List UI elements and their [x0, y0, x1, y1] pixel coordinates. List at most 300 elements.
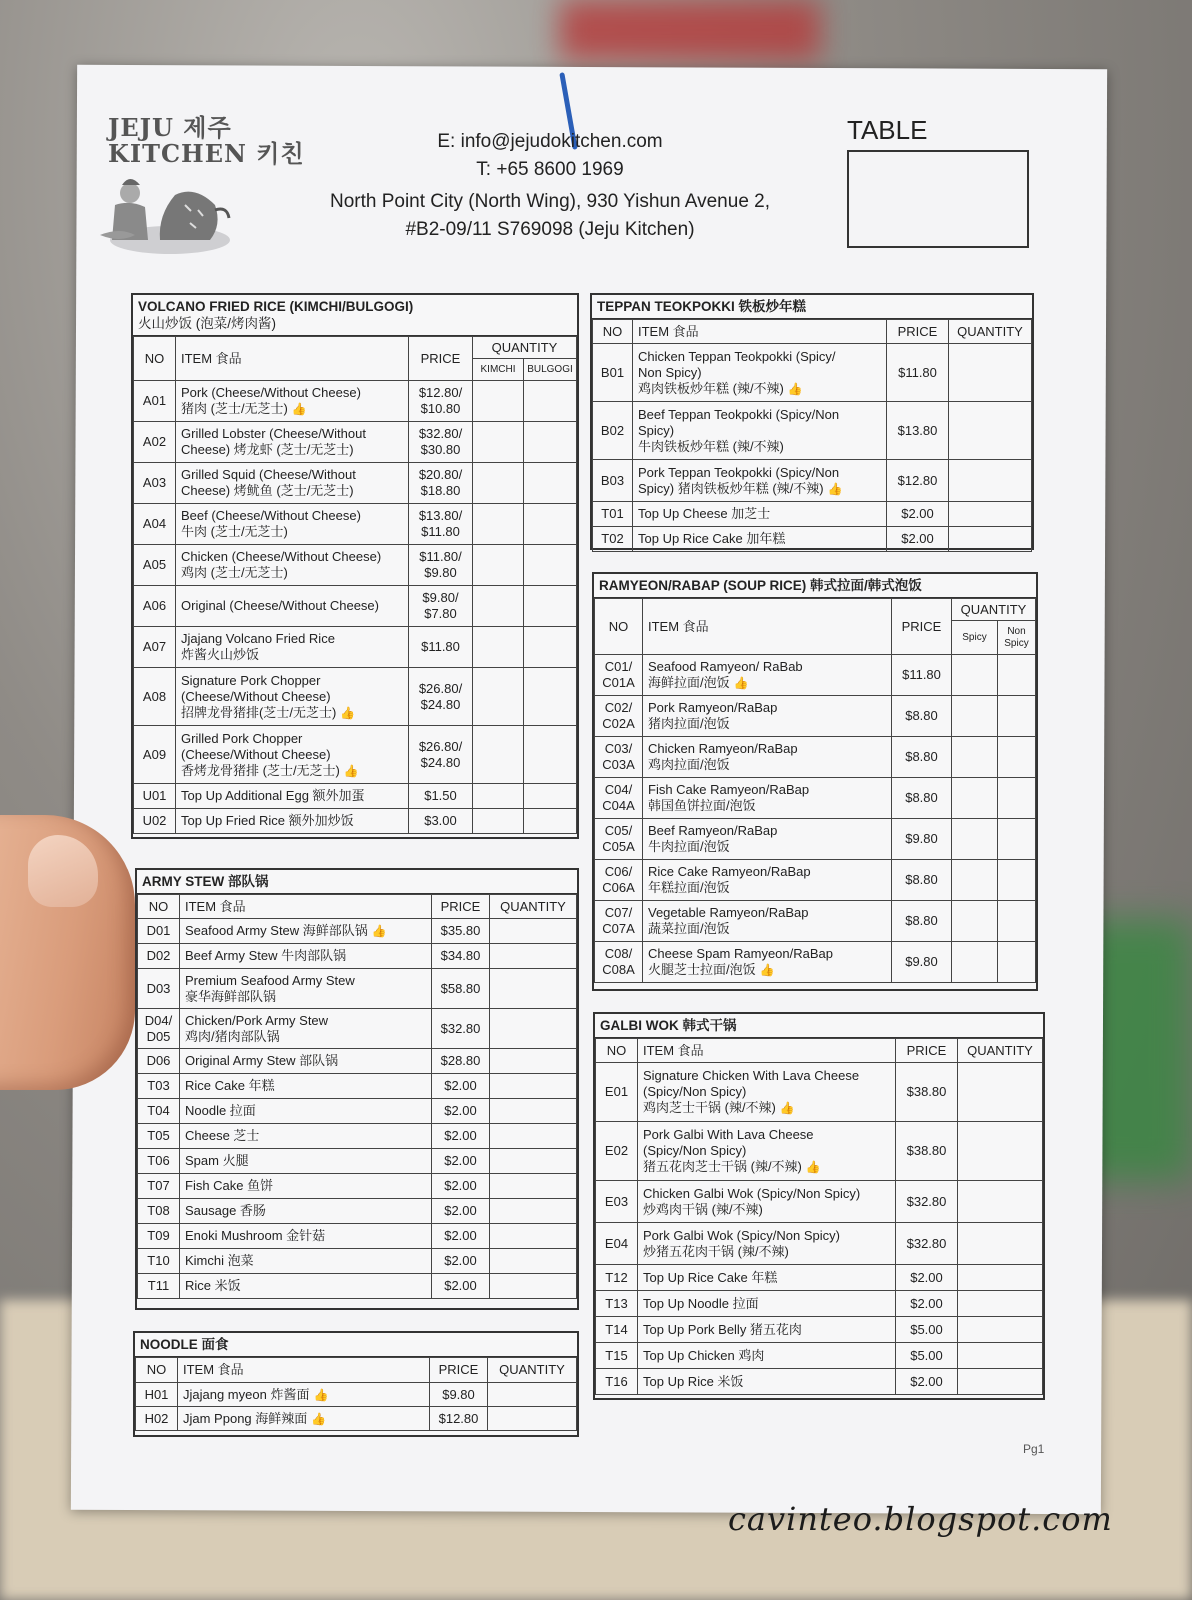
item-line: [185, 1029, 426, 1045]
price-value: $38.80: [906, 1143, 947, 1158]
price-value: $12.80/: [418, 385, 463, 400]
table-row: [134, 627, 577, 668]
price-value: $2.00: [444, 1103, 477, 1118]
item-price: [896, 1291, 958, 1317]
table-row: [134, 586, 577, 627]
price-value: $20.80/: [418, 467, 463, 482]
item-price: [432, 919, 490, 944]
quantity-cell[interactable]: [998, 655, 1036, 696]
quantity-cell[interactable]: [473, 809, 524, 834]
price-value: $13.80: [897, 422, 938, 438]
item-number: A04: [134, 504, 176, 545]
item-text: (Cheese/Without Cheese): [181, 746, 331, 762]
price-value: $2.00: [910, 1373, 943, 1389]
logo-line-1: JEJU 제주: [108, 113, 232, 142]
item-text: Jjajang myeon 炸酱面: [183, 1386, 310, 1402]
col-price: PRICE: [430, 1358, 488, 1383]
item-name: [643, 655, 892, 696]
item-name: [633, 344, 887, 402]
item-text: Chicken Teppan Teokpokki (Spicy/: [638, 348, 836, 364]
item-text: 炒猪五花肉干锅 (辣/不辣): [643, 1243, 789, 1259]
item-number: T11: [138, 1274, 180, 1299]
item-text: Non Spicy): [638, 364, 702, 380]
item-line: [181, 385, 403, 401]
quantity-cell[interactable]: [958, 1343, 1043, 1369]
item-text: Top Up Rice Cake 年糕: [643, 1269, 778, 1285]
quantity-cell[interactable]: [473, 784, 524, 809]
item-name: [643, 696, 892, 737]
thumbs-up-icon: 👍: [343, 763, 359, 778]
item-price: [896, 1063, 958, 1122]
item-price: [409, 381, 473, 422]
col-quantity: QUANTITY: [949, 320, 1032, 344]
quantity-cell[interactable]: [952, 819, 998, 860]
price-value: $2.00: [901, 531, 934, 546]
item-price: [887, 402, 949, 460]
quantity-cell[interactable]: [998, 942, 1036, 983]
price-value-alt: $24.80: [420, 696, 461, 712]
quantity-cell[interactable]: [524, 422, 577, 463]
thumbs-up-icon: 👍: [759, 963, 775, 977]
item-line: [643, 1374, 890, 1390]
quantity-cell[interactable]: [473, 726, 524, 784]
item-number: T10: [138, 1249, 180, 1274]
item-text: Sausage 香肠: [185, 1203, 266, 1218]
item-line: [643, 1159, 890, 1175]
price-value: $2.00: [444, 1178, 477, 1193]
price-value-alt: $7.80: [424, 606, 457, 621]
price-value: $2.00: [901, 506, 934, 521]
phone: T: +65 8600 1969: [476, 159, 624, 180]
item-name: [176, 668, 409, 726]
quantity-cell[interactable]: [952, 778, 998, 819]
item-name: [643, 737, 892, 778]
quantity-cell[interactable]: [958, 1063, 1043, 1122]
quantity-cell[interactable]: [952, 737, 998, 778]
table-row: [134, 809, 577, 834]
item-text: Beef Ramyeon/RaBap: [648, 823, 778, 838]
item-text: Grilled Pork Chopper: [181, 730, 303, 746]
item-line: [638, 439, 881, 455]
quantity-cell[interactable]: [949, 460, 1032, 502]
item-line: [185, 1013, 426, 1029]
item-name: [176, 504, 409, 545]
section-title: VOLCANO FRIED RICE (KIMCHI/BULGOGI) 火山炒饭 (泡菜/烤肉酱): [133, 295, 577, 336]
item-price: [409, 545, 473, 586]
item-price: [409, 784, 473, 809]
table-row: [595, 901, 1036, 942]
item-price: [409, 463, 473, 504]
price-value: $2.00: [444, 1128, 477, 1143]
quantity-cell[interactable]: [524, 381, 577, 422]
quantity-cell[interactable]: [490, 969, 577, 1009]
item-number: C04/ C04A: [595, 778, 643, 819]
item-line: [181, 508, 403, 524]
price-value: $8.80: [905, 790, 938, 805]
item-number: T04: [138, 1099, 180, 1124]
quantity-cell[interactable]: [949, 344, 1032, 402]
quantity-cell[interactable]: [473, 545, 524, 586]
section-title: ARMY STEW 部队锅: [137, 870, 577, 894]
quantity-cell[interactable]: [958, 1369, 1043, 1395]
item-line: [185, 1228, 426, 1244]
quantity-cell[interactable]: [473, 627, 524, 668]
item-number: A07: [134, 627, 176, 668]
price-value: $26.80/: [418, 738, 463, 754]
item-text: Cheese) 烤鱿鱼 (芝士/无芝士): [181, 483, 354, 498]
quantity-cell[interactable]: [524, 726, 577, 784]
price-value: $11.80: [902, 667, 941, 682]
item-line: [638, 506, 881, 522]
quantity-cell[interactable]: [490, 1149, 577, 1174]
price-value: $28.80: [440, 1053, 481, 1068]
item-number: T07: [138, 1174, 180, 1199]
item-price: [432, 1009, 490, 1049]
item-line: [638, 381, 881, 397]
item-price: [887, 460, 949, 502]
item-text: 牛肉拉面/泡饭: [648, 839, 730, 854]
table-row: [134, 668, 577, 726]
quantity-cell[interactable]: [952, 942, 998, 983]
item-line: [181, 483, 403, 499]
page-number: Pg1: [1023, 1442, 1045, 1456]
col-item: ITEM 食品: [633, 320, 887, 344]
item-line: [648, 946, 886, 962]
table-row: [593, 402, 1032, 460]
quantity-cell[interactable]: [490, 1199, 577, 1224]
table-row: [134, 463, 577, 504]
item-text: (Spicy/Non Spicy): [643, 1143, 747, 1158]
item-line: [643, 1202, 890, 1218]
quantity-cell[interactable]: [488, 1383, 577, 1407]
table-row: [138, 1249, 577, 1274]
address-line-2: #B2-09/11 S769098 (Jeju Kitchen): [405, 219, 695, 240]
price-value-alt: $10.80: [420, 401, 461, 416]
quantity-cell[interactable]: [952, 901, 998, 942]
holding-hand: [0, 815, 135, 1090]
section-volcano-fried-rice: [131, 293, 579, 839]
item-price: [896, 1122, 958, 1181]
thumbs-up-icon: 👍: [779, 1101, 795, 1115]
item-number: T03: [138, 1074, 180, 1099]
item-price: [896, 1223, 958, 1265]
item-line: [185, 1103, 426, 1119]
price-value: $2.00: [444, 1278, 477, 1293]
thumbs-up-icon: 👍: [340, 705, 356, 720]
item-text: 香烤龙骨猪排 (芝士/无芝士): [181, 762, 340, 778]
table-row: [596, 1223, 1043, 1265]
item-text: Cheese) 烤龙虾 (芝士/无芝士): [181, 442, 354, 457]
noodle-table: [135, 1357, 577, 1431]
item-line: [643, 1296, 890, 1312]
quantity-cell[interactable]: [524, 545, 577, 586]
table-row: [134, 545, 577, 586]
quantity-cell[interactable]: [473, 381, 524, 422]
item-number: D03: [138, 969, 180, 1009]
item-price: [430, 1407, 488, 1431]
table-row: [593, 344, 1032, 402]
item-text: 猪肉 (芝士/无芝士): [181, 401, 288, 416]
item-text: 鸡肉拉面/泡饭: [648, 757, 730, 772]
item-text: 蔬菜拉面/泡饭: [648, 921, 730, 936]
item-name: [178, 1383, 430, 1407]
price-value: $32.80: [906, 1193, 947, 1209]
quantity-cell[interactable]: [524, 668, 577, 726]
item-price: [432, 1174, 490, 1199]
item-line: [181, 747, 403, 763]
quantity-cell[interactable]: [952, 860, 998, 901]
quantity-cell[interactable]: [490, 1124, 577, 1149]
item-line: [185, 1153, 426, 1169]
quantity-cell[interactable]: [524, 586, 577, 627]
ramyeon-table: [594, 598, 1036, 983]
item-line: [181, 788, 403, 804]
table-number-box[interactable]: [847, 150, 1029, 248]
thumbs-up-icon: 👍: [733, 676, 749, 690]
price-value: $2.00: [444, 1078, 477, 1093]
quantity-cell[interactable]: [958, 1317, 1043, 1343]
item-name: [638, 1317, 896, 1343]
quantity-cell[interactable]: [958, 1223, 1043, 1265]
item-price: [432, 1074, 490, 1099]
quantity-cell[interactable]: [490, 1224, 577, 1249]
item-line: [181, 813, 403, 829]
item-text: 炒鸡肉干锅 (辣/不辣): [643, 1201, 763, 1217]
quantity-cell[interactable]: [949, 502, 1032, 527]
quantity-cell[interactable]: [490, 1099, 577, 1124]
quantity-cell[interactable]: [958, 1291, 1043, 1317]
price-value-alt: $18.80: [420, 483, 461, 498]
item-number: T05: [138, 1124, 180, 1149]
price-value: $2.00: [444, 1153, 477, 1168]
item-price: [892, 860, 952, 901]
item-price: [892, 819, 952, 860]
item-line: [643, 1270, 890, 1286]
item-text: Jjam Ppong 海鲜辣面: [183, 1410, 308, 1426]
price-value: $2.00: [910, 1269, 943, 1285]
item-name: [638, 1181, 896, 1223]
quantity-cell[interactable]: [998, 737, 1036, 778]
table-row: [138, 1149, 577, 1174]
item-line: [643, 1100, 890, 1116]
item-number: H01: [136, 1383, 178, 1407]
item-price: [430, 1383, 488, 1407]
table-row: [138, 919, 577, 944]
item-number: E03: [596, 1181, 638, 1223]
item-line: [185, 1053, 426, 1069]
item-line: [648, 798, 886, 814]
quantity-cell[interactable]: [473, 668, 524, 726]
price-value: $12.80: [438, 1410, 479, 1426]
item-name: [643, 901, 892, 942]
price-value: $32.80: [440, 1020, 481, 1036]
price-value: $34.80: [440, 948, 481, 963]
quantity-cell[interactable]: [524, 784, 577, 809]
table-row: [596, 1265, 1043, 1291]
item-line: [648, 659, 886, 675]
price-value: $11.80: [898, 364, 937, 380]
table-row: [595, 819, 1036, 860]
quantity-cell[interactable]: [490, 919, 577, 944]
quantity-cell[interactable]: [490, 1009, 577, 1049]
item-text: Seafood Army Stew 海鲜部队锅: [185, 923, 368, 938]
item-line: [181, 598, 403, 614]
table-row: [593, 502, 1032, 527]
item-number: A01: [134, 381, 176, 422]
item-line: [638, 465, 881, 481]
item-price: [409, 809, 473, 834]
item-name: [180, 1124, 432, 1149]
price-value: $9.80/: [422, 590, 459, 605]
quantity-cell[interactable]: [952, 655, 998, 696]
item-price: [432, 1049, 490, 1074]
quantity-cell[interactable]: [473, 463, 524, 504]
item-number: C08/ C08A: [595, 942, 643, 983]
section-title: GALBI WOK 韩式干锅: [595, 1014, 1043, 1038]
col-no: NO: [593, 320, 633, 344]
item-price: [432, 1099, 490, 1124]
item-number: A05: [134, 545, 176, 586]
quantity-cell[interactable]: [490, 1274, 577, 1299]
quantity-cell[interactable]: [524, 627, 577, 668]
item-number: C07/ C07A: [595, 901, 643, 942]
table-row: [596, 1317, 1043, 1343]
item-price: [432, 1199, 490, 1224]
price-value: $9.80: [905, 831, 938, 846]
item-line: [648, 880, 886, 896]
quantity-cell[interactable]: [490, 1074, 577, 1099]
quantity-cell[interactable]: [952, 696, 998, 737]
quantity-cell[interactable]: [524, 809, 577, 834]
table-row: [595, 860, 1036, 901]
item-text: Original (Cheese/Without Cheese): [181, 598, 379, 613]
quantity-cell[interactable]: [958, 1265, 1043, 1291]
quantity-cell[interactable]: [998, 860, 1036, 901]
quantity-cell[interactable]: [958, 1181, 1043, 1223]
quantity-cell[interactable]: [524, 504, 577, 545]
item-text: Chicken/Pork Army Stew: [185, 1012, 329, 1028]
item-line: [648, 741, 886, 757]
item-text: Original Army Stew 部队锅: [185, 1053, 339, 1068]
item-text: Cheese 芝士: [185, 1128, 260, 1143]
quantity-cell[interactable]: [998, 901, 1036, 942]
table-row: [596, 1369, 1043, 1395]
item-number: C03/ C03A: [595, 737, 643, 778]
item-number: C01/ C01A: [595, 655, 643, 696]
quantity-cell[interactable]: [490, 1174, 577, 1199]
price-value: $2.00: [444, 1203, 477, 1218]
item-price: [896, 1343, 958, 1369]
quantity-cell[interactable]: [524, 463, 577, 504]
section-title: RAMYEON/RABAP (SOUP RICE) 韩式拉面/韩式泡饭: [594, 574, 1036, 598]
item-text: (Cheese/Without Cheese): [181, 688, 331, 704]
item-price: [409, 504, 473, 545]
quantity-cell[interactable]: [488, 1407, 577, 1431]
quantity-cell[interactable]: [998, 696, 1036, 737]
quantity-cell[interactable]: [949, 527, 1032, 552]
table-row: [134, 504, 577, 545]
item-name: [638, 1369, 896, 1395]
item-name: [176, 545, 409, 586]
item-text: Top Up Chicken 鸡肉: [643, 1347, 765, 1363]
item-price: [892, 737, 952, 778]
item-text: Pork Teppan Teokpokki (Spicy/Non: [638, 464, 840, 480]
quantity-cell[interactable]: [490, 944, 577, 969]
quantity-cell[interactable]: [490, 1049, 577, 1074]
quantity-cell[interactable]: [958, 1122, 1043, 1181]
table-row: [138, 944, 577, 969]
item-number: A09: [134, 726, 176, 784]
item-text: Spam 火腿: [185, 1153, 249, 1168]
item-line: [185, 923, 426, 939]
item-name: [638, 1343, 896, 1369]
item-text: Fish Cake Ramyeon/RaBap: [648, 782, 810, 797]
price-value: $12.80: [897, 472, 938, 488]
item-line: [643, 1127, 890, 1143]
item-price: [409, 726, 473, 784]
item-line: [185, 1128, 426, 1144]
item-name: [643, 860, 892, 901]
item-name: [176, 422, 409, 463]
item-price: [432, 1249, 490, 1274]
quantity-cell[interactable]: [473, 422, 524, 463]
item-line: [181, 689, 403, 705]
table-row: [593, 460, 1032, 502]
item-line: [638, 423, 881, 439]
contact-block: [270, 128, 830, 244]
item-name: [176, 809, 409, 834]
item-text: 鸡肉芝士干锅 (辣/不辣): [643, 1100, 776, 1115]
item-text: Top Up Additional Egg 额外加蛋: [181, 788, 365, 803]
item-text: Pork Ramyeon/RaBap: [648, 700, 778, 715]
price-value: $11.80/: [419, 549, 462, 564]
item-price: [432, 1124, 490, 1149]
item-number: D01: [138, 919, 180, 944]
table-row: [593, 527, 1032, 552]
item-name: [180, 969, 432, 1009]
item-line: [183, 1387, 424, 1403]
item-price: [409, 422, 473, 463]
background-blur-red: [560, 0, 820, 60]
table-row: [138, 1224, 577, 1249]
item-name: [176, 381, 409, 422]
item-line: [648, 839, 886, 855]
item-text: Top Up Rice Cake 加年糕: [638, 531, 786, 546]
quantity-cell[interactable]: [490, 1249, 577, 1274]
teppan-table: [592, 319, 1032, 552]
item-number: T15: [596, 1343, 638, 1369]
quantity-cell[interactable]: [998, 819, 1036, 860]
price-value: $11.80: [421, 639, 460, 654]
item-text: Enoki Mushroom 金针菇: [185, 1228, 326, 1243]
quantity-cell[interactable]: [473, 504, 524, 545]
col-item: ITEM 食品: [178, 1358, 430, 1383]
table-row: [138, 1174, 577, 1199]
item-text: 海鲜拉面/泡饭: [648, 675, 730, 690]
quantity-cell[interactable]: [473, 586, 524, 627]
quantity-cell[interactable]: [949, 402, 1032, 460]
section-galbi-wok: [593, 1012, 1045, 1400]
item-line: [181, 524, 403, 540]
item-line: [181, 467, 403, 483]
item-line: [643, 1084, 890, 1100]
item-name: [638, 1063, 896, 1122]
item-text: 鸡肉铁板炒年糕 (辣/不辣): [638, 380, 784, 396]
item-text: Seafood Ramyeon/ RaBab: [648, 659, 803, 674]
quantity-cell[interactable]: [998, 778, 1036, 819]
price-value-alt: $9.80: [424, 565, 457, 580]
item-text: Pork Galbi With Lava Cheese: [643, 1127, 814, 1142]
